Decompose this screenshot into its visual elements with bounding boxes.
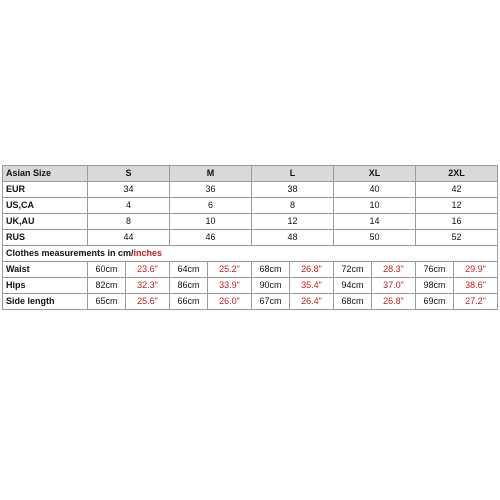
row-label: Side length	[3, 294, 88, 310]
cm-value: 72cm	[334, 262, 372, 278]
size-value: 44	[88, 230, 170, 246]
size-value: 14	[334, 214, 416, 230]
size-value: 42	[416, 182, 498, 198]
size-value: 38	[252, 182, 334, 198]
header-label: Asian Size	[3, 166, 88, 182]
cm-value: 69cm	[416, 294, 454, 310]
size-value: 34	[88, 182, 170, 198]
size-value: 12	[416, 198, 498, 214]
inch-value: 26.8"	[372, 294, 416, 310]
inch-value: 37.0"	[372, 278, 416, 294]
inch-value: 32.3"	[126, 278, 170, 294]
cm-value: 68cm	[334, 294, 372, 310]
measurements-title-row	[3, 246, 498, 262]
size-header-s: S	[88, 166, 170, 182]
measurement-row-waist	[3, 262, 498, 278]
cm-value: 66cm	[170, 294, 208, 310]
size-value: 36	[170, 182, 252, 198]
inch-value: 25.6"	[126, 294, 170, 310]
inch-value: 33.9"	[208, 278, 252, 294]
cm-value: 90cm	[252, 278, 290, 294]
cm-value: 76cm	[416, 262, 454, 278]
size-value: 50	[334, 230, 416, 246]
inch-value: 27.2"	[454, 294, 498, 310]
cm-value: 98cm	[416, 278, 454, 294]
cm-value: 60cm	[88, 262, 126, 278]
size-value: 12	[252, 214, 334, 230]
size-value: 52	[416, 230, 498, 246]
measurement-row-hips	[3, 278, 498, 294]
size-header-2xl: 2XL	[416, 166, 498, 182]
row-label: RUS	[3, 230, 88, 246]
inch-value: 28.3"	[372, 262, 416, 278]
cm-value: 86cm	[170, 278, 208, 294]
header-row	[3, 166, 498, 182]
inch-value: 23.6"	[126, 262, 170, 278]
size-value: 10	[334, 198, 416, 214]
measurements-title-prefix: Clothes measurements in cm/	[6, 248, 134, 258]
inch-value: 35.4"	[290, 278, 334, 294]
inch-value: 26.8"	[290, 262, 334, 278]
cm-value: 94cm	[334, 278, 372, 294]
size-value: 40	[334, 182, 416, 198]
inch-value: 25.2"	[208, 262, 252, 278]
size-value: 48	[252, 230, 334, 246]
size-header-m: M	[170, 166, 252, 182]
size-chart-table	[2, 165, 498, 310]
conversion-row-uk-au	[3, 214, 498, 230]
row-label: EUR	[3, 182, 88, 198]
conversion-row-us-ca	[3, 198, 498, 214]
row-label: US,CA	[3, 198, 88, 214]
measurement-row-side-length	[3, 294, 498, 310]
size-value: 10	[170, 214, 252, 230]
size-value: 8	[252, 198, 334, 214]
size-value: 8	[88, 214, 170, 230]
inch-value: 26.4"	[290, 294, 334, 310]
conversion-row-eur	[3, 182, 498, 198]
inch-value: 26.0"	[208, 294, 252, 310]
cm-value: 67cm	[252, 294, 290, 310]
size-value: 46	[170, 230, 252, 246]
row-label: UK,AU	[3, 214, 88, 230]
row-label: Hips	[3, 278, 88, 294]
measurements-title-highlight: inches	[133, 248, 163, 258]
measurements-title	[3, 246, 498, 262]
inch-value: 38.6"	[454, 278, 498, 294]
cm-value: 82cm	[88, 278, 126, 294]
size-value: 16	[416, 214, 498, 230]
size-header-l: L	[252, 166, 334, 182]
cm-value: 65cm	[88, 294, 126, 310]
row-label: Waist	[3, 262, 88, 278]
size-value: 4	[88, 198, 170, 214]
conversion-row-rus	[3, 230, 498, 246]
size-value: 6	[170, 198, 252, 214]
cm-value: 68cm	[252, 262, 290, 278]
inch-value: 29.9"	[454, 262, 498, 278]
size-header-xl: XL	[334, 166, 416, 182]
cm-value: 64cm	[170, 262, 208, 278]
